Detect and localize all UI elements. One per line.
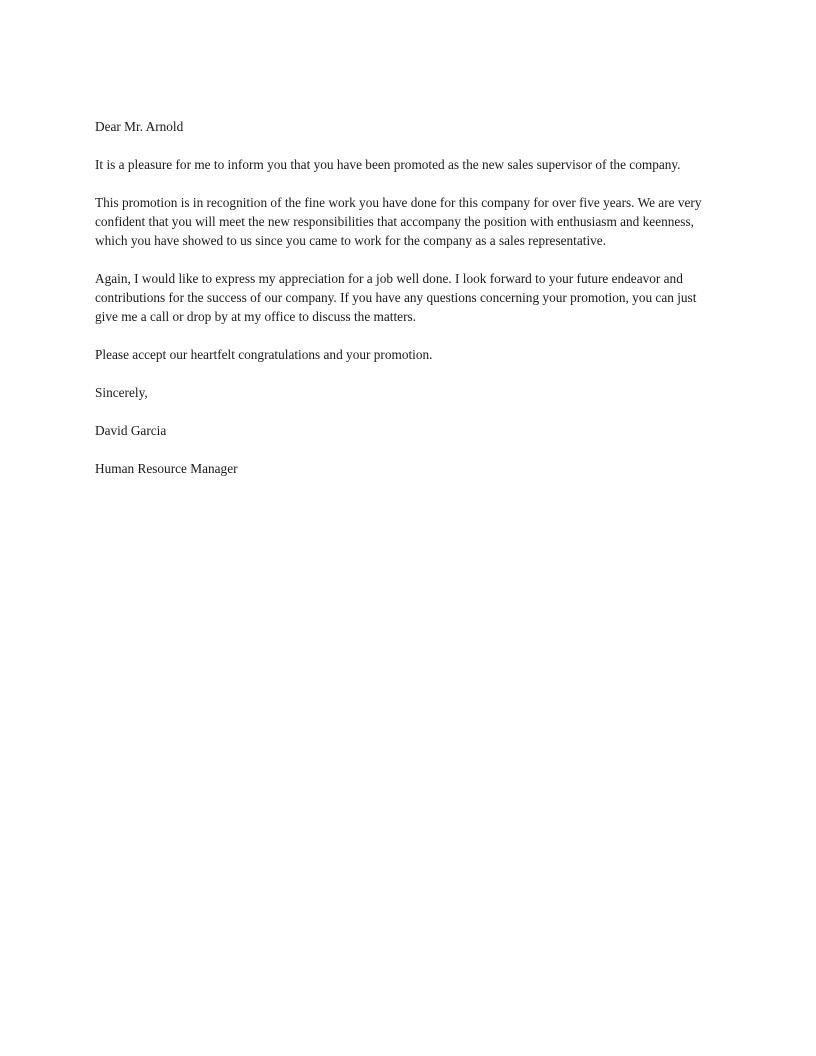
paragraph-appreciation: Again, I would like to express my appreciation for a job well done. I look forward to your future endeavor and contributions for the success of our company. If you have any questions concerning your promotion, you can just give me a call or drop by at my office to discuss the matters. [95,271,697,324]
salutation: Dear Mr. Arnold [95,119,184,134]
paragraph-promotion-notice: It is a pleasure for me to inform you that you have been promoted as the new sales supervisor of the company. [95,157,681,172]
paragraph-congratulations: Please accept our heartfelt congratulations and your promotion. [95,347,433,362]
signer-name: David Garcia [95,423,167,438]
closing: Sincerely, [95,385,148,400]
signer-title: Human Resource Manager [95,461,238,476]
paragraph-recognition: This promotion is in recognition of the fine work you have done for this company for over five years. We are very confident that you will meet the new responsibilities that accompany the position with enthusiasm and keenness, which you have showed to us since you came to work for the company as a sales representative. [95,195,702,248]
letter-body [95,117,721,497]
